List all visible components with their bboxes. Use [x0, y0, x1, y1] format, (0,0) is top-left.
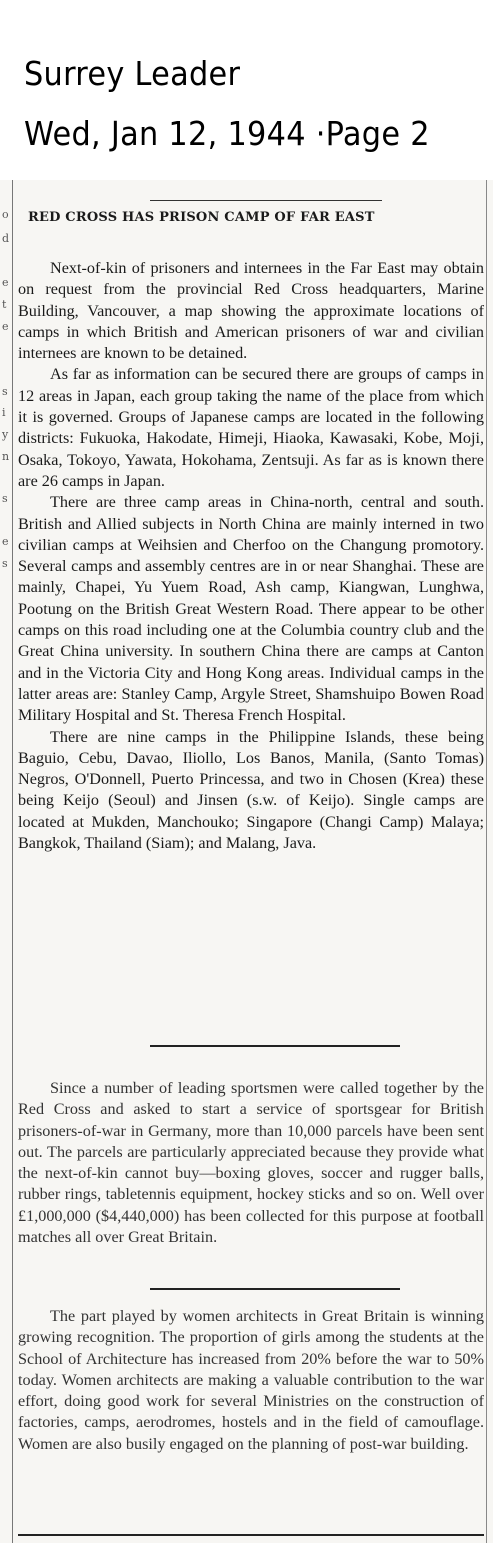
dateline: Wed, Jan 12, 1944 ·Page 2	[24, 114, 430, 153]
paragraph: As far as information can be secured there are groups of camps in 12 areas in Japan, each group taking the name of the place from which it is governed. Groups of Japanese camps are located in the following districts: Fukuoka, Hakodate, Himeji, Hiaoka, Kawasaki, Kobe, Moji, Osaka, Tokoyo, Yawata, Hokohama, Zentsuji. As far as is known there are 26 camps in Japan.	[18, 365, 484, 490]
paragraph: Since a number of leading sportsmen were called together by the Red Cross and asked to start a service of sportsgear for British prisoners-of-war in Germany, more than 10,000 parcels have been sent out. The parcels are particularly appreciated because they provide what the next-of-kin cannot buy—boxing gloves, soccer and rugger balls, rubber rings, tabletennis equipment, hockey sticks and so on. Well over £1,000,000 ($4,440,000) has been collected for this purpose at football matches all over Great Britain.	[18, 1079, 484, 1247]
section-divider	[150, 1045, 400, 1047]
paragraph: There are three camp areas in China-north, central and south. British and Allied subjects in North China are mainly interned in two civilian camps at Weihsien and Cherfoo on the Changung promotory. Several camps and assembly centres are in or near Shanghai. These are mainly, Chapei, Yu Yuem Road, Ash camp, Kiangwan, Lunghwa, Pootung on the British Great Western Road. There appear to be other camps on this road including one at the Columbia country club and the Great China university. In southern China there are camps at Canton and in the Victoria City and Hong Kong areas. Individual camps in the latter areas are: Stanley Camp, Argyle Street, Shamshuipo Bowen Road Military Hospital and St. Theresa French Hospital.	[18, 493, 484, 725]
adjacent-column-edge: o d e t e s i y n s e s	[0, 180, 13, 1543]
clipping-right-edge	[486, 180, 493, 1543]
paragraph: There are nine camps in the Philippine Islands, these being Baguio, Cebu, Davao, Iliollo, Los Banos, Manila, (Santo Tomas) Negros, O'Donnell, Puerto Princessa, and two in Chosen (Krea) these being Keijo (Seoul) and Jinsen (s.w. of Keijo). Single camps are located at Mukden, Manchouko; Singapore (Changi Camp) Malaya; Bangkok, Thailand (Siam); and Malang, Java.	[18, 727, 484, 853]
masthead	[24, 44, 447, 164]
bottom-rule	[18, 1534, 484, 1536]
article-prison-camps	[18, 258, 484, 854]
newspaper-name: Surrey Leader	[24, 54, 241, 93]
paragraph: Next-of-kin of prisoners and internees in the Far East may obtain on request from the provincial Red Cross headquarters, Marine Building, Vancouver, a map showing the approximate locations of camps in which British and American prisoners of war and civilian internees are known to be detained.	[18, 259, 484, 363]
article-sportsgear	[18, 1078, 484, 1248]
section-divider	[150, 1288, 400, 1290]
paragraph: The part played by women architects in Great Britain is winning growing recognition. The proportion of girls among the students at the School of Architecture has increased from 20% before the war to 50% today. Women architects are making a valuable contribution to the war effort, doing good work for several Ministries on the construction of factories, camps, aerodromes, hostels and in the field of camouflage. Women are also busily engaged on the planning of post-war building.	[18, 1307, 484, 1453]
headline-red-cross: RED CROSS HAS PRISON CAMP OF FAR EAST	[28, 210, 375, 225]
newspaper-clipping	[0, 180, 493, 1543]
top-rule	[150, 200, 382, 201]
article-women-architects	[18, 1306, 484, 1455]
